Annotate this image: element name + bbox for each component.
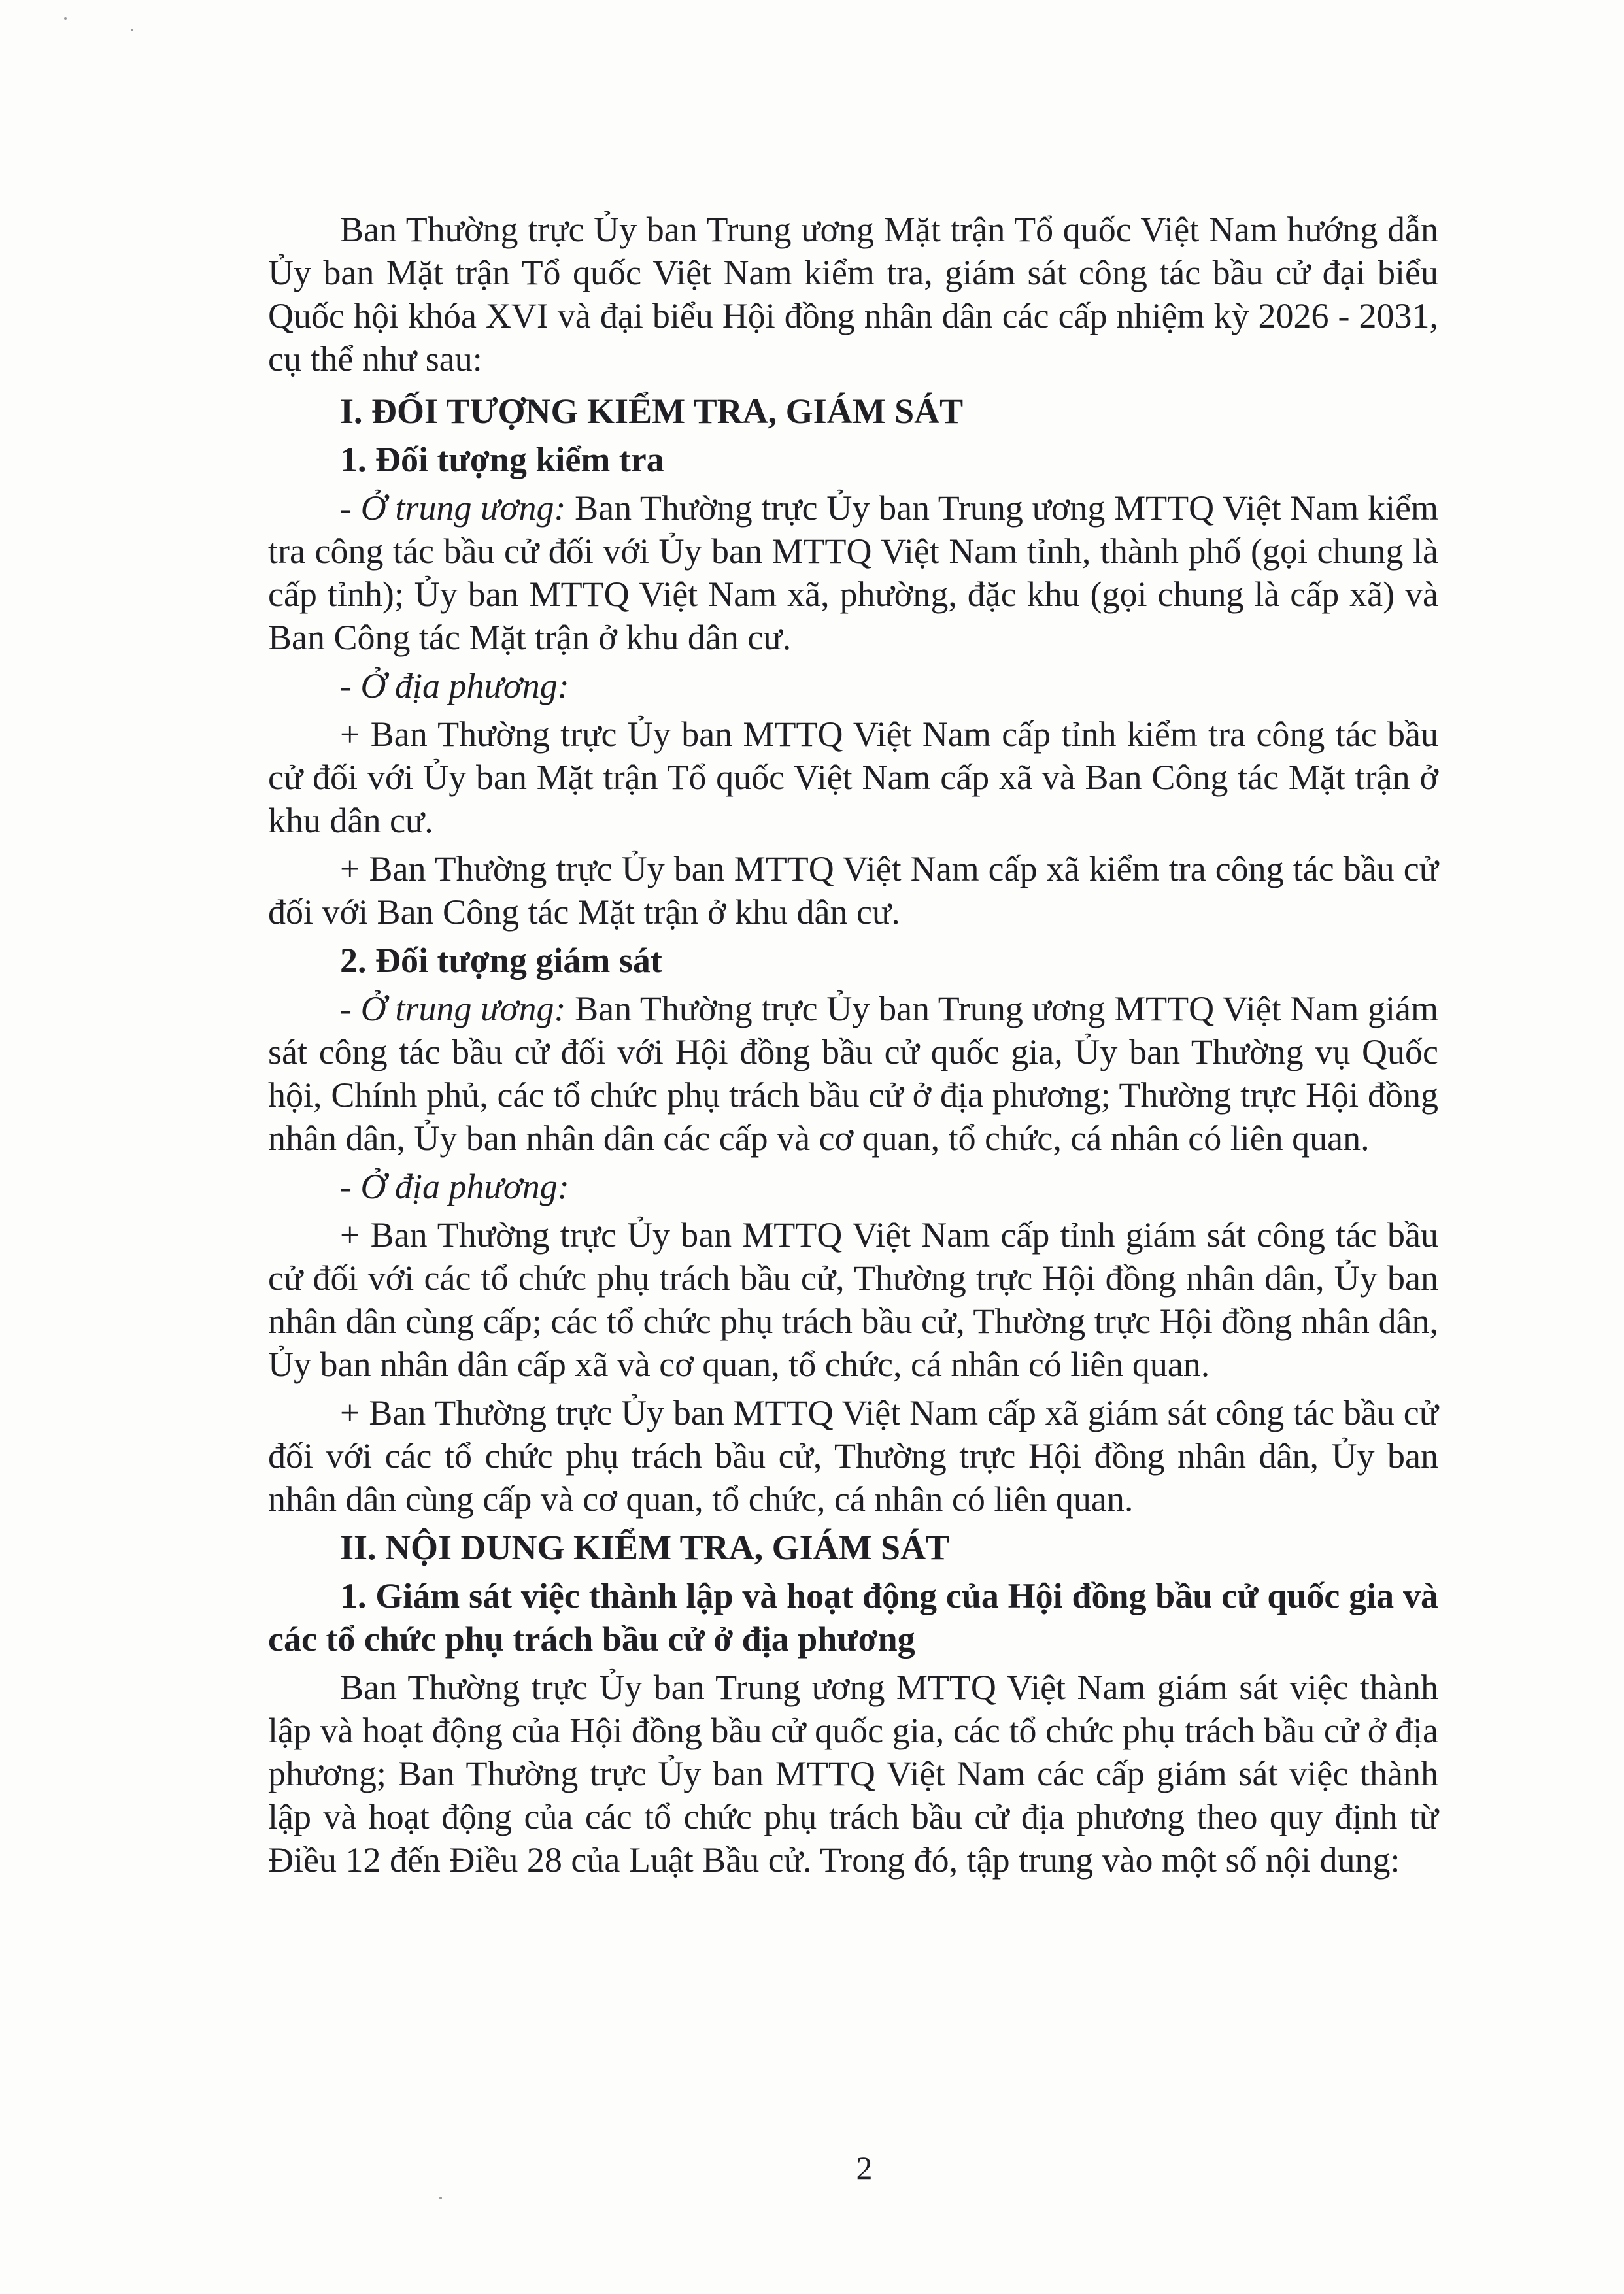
section-1-1-heading: 1. Đối tượng kiểm tra: [340, 440, 664, 479]
scan-speck: [64, 17, 67, 20]
section-1-1-central: [268, 486, 1438, 659]
section-2-1-heading: 1. Giám sát việc thành lập và hoạt động của Hội đồng bầu cử quốc gia và các tổ chức phụ trách bầu cử ở địa phương: [268, 1576, 1438, 1659]
section-1-2-heading: 2. Đối tượng giám sát: [340, 941, 662, 980]
page-number: 2: [856, 2150, 873, 2186]
section-1-1-local-item-1: + Ban Thường trực Ủy ban MTTQ Việt Nam cấp tỉnh kiểm tra công tác bầu cử đối với Ủy ban Mặt trận Tổ quốc Việt Nam cấp xã và Ban Công tác Mặt trận ở khu dân cư.: [268, 715, 1438, 840]
section-2-heading: II. NỘI DUNG KIỂM TRA, GIÁM SÁT: [340, 1528, 950, 1567]
central-label: - Ở trung ương:: [340, 488, 566, 528]
section-1-2-central: [268, 987, 1438, 1160]
section-1-2-local-item-1: + Ban Thường trực Ủy ban MTTQ Việt Nam cấp tỉnh giám sát công tác bầu cử đối với các tổ chức phụ trách bầu cử, Thường trực Hội đồng nhân dân, Ủy ban nhân dân cùng cấp; các tổ chức phụ trách bầu cử, Thường trực Hội đồng nhân dân, Ủy ban nhân dân cấp xã và cơ quan, tổ chức, cá nhân có liên quan.: [268, 1215, 1438, 1384]
section-1-1-local-label: - Ở địa phương:: [340, 666, 569, 705]
section-1-heading: I. ĐỐI TƯỢNG KIỂM TRA, GIÁM SÁT: [340, 392, 964, 431]
section-1-2-local-item-2: + Ban Thường trực Ủy ban MTTQ Việt Nam cấp xã giám sát công tác bầu cử đối với các tổ chức phụ trách bầu cử, Thường trực Hội đồng nhân dân, Ủy ban nhân dân cùng cấp và cơ quan, tổ chức, cá nhân có liên quan.: [268, 1393, 1438, 1519]
intro-paragraph: Ban Thường trực Ủy ban Trung ương Mặt trận Tổ quốc Việt Nam hướng dẫn Ủy ban Mặt trận Tổ quốc Việt Nam kiểm tra, giám sát công tác bầu cử đại biểu Quốc hội khóa XVI và đại biểu Hội đồng nhân dân các cấp nhiệm kỳ 2026 - 2031, cụ thể như sau:: [268, 210, 1438, 379]
section-2-1-paragraph: Ban Thường trực Ủy ban Trung ương MTTQ Việt Nam giám sát việc thành lập và hoạt động của Hội đồng bầu cử quốc gia, các tổ chức phụ trách bầu cử ở địa phương; Ban Thường trực Ủy ban MTTQ Việt Nam các cấp giám sát việc thành lập và hoạt động của các tổ chức phụ trách bầu cử địa phương theo quy định từ Điều 12 đến Điều 28 của Luật Bầu cử. Trong đó, tập trung vào một số nội dung:: [268, 1668, 1438, 1880]
central-label: - Ở trung ương:: [340, 989, 566, 1028]
section-1-1-local-item-2: + Ban Thường trực Ủy ban MTTQ Việt Nam cấp xã kiểm tra công tác bầu cử đối với Ban Công tác Mặt trận ở khu dân cư.: [268, 849, 1438, 932]
section-1-2-local-label: - Ở địa phương:: [340, 1167, 569, 1206]
document-body: [268, 208, 1438, 1881]
central-text: Ban Thường trực Ủy ban Trung ương MTTQ Việt Nam kiểm tra công tác bầu cử đối với Ủy ban MTTQ Việt Nam tỉnh, thành phố (gọi chung là cấp tỉnh); Ủy ban MTTQ Việt Nam xã, phường, đặc khu (gọi chung là cấp xã) và Ban Công tác Mặt trận ở khu dân cư.: [268, 488, 1438, 657]
scan-speck: [439, 2197, 442, 2199]
scan-speck: [131, 29, 133, 31]
central-text: Ban Thường trực Ủy ban Trung ương MTTQ Việt Nam giám sát công tác bầu cử đối với Hội đồng bầu cử quốc gia, Ủy ban Thường vụ Quốc hội, Chính phủ, các tổ chức phụ trách bầu cử ở địa phương; Thường trực Hội đồng nhân dân, Ủy ban nhân dân các cấp và cơ quan, tổ chức, cá nhân có liên quan.: [268, 989, 1438, 1158]
